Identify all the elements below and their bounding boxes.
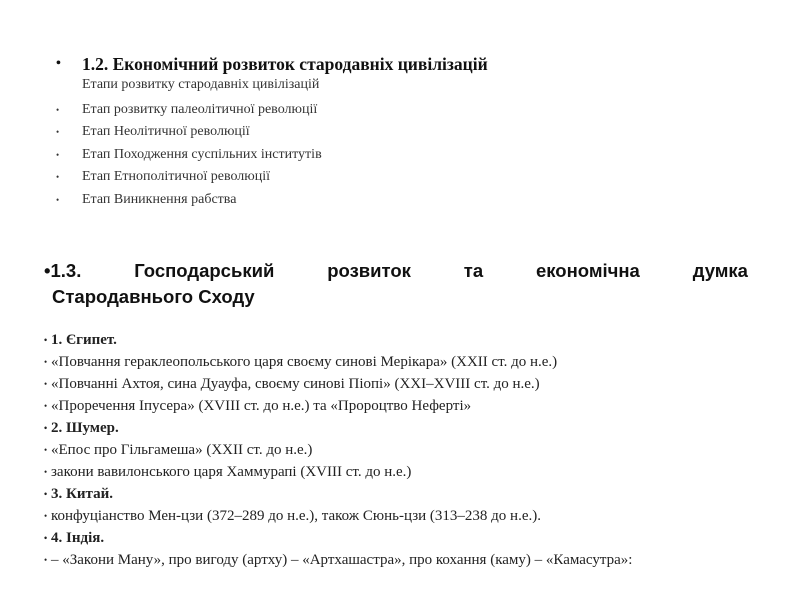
section-1-2-heading-text: 1.2. Економічний розвиток стародавніх цивілізацій <box>82 54 488 74</box>
bullet-icon: • <box>44 533 48 543</box>
section-1-2-subheading: Етапи розвитку стародавніх цивілізацій <box>82 77 320 92</box>
bullet-icon: • <box>44 401 48 411</box>
list-item-text: конфуціанство Мен-цзи (372–289 до н.е.), також Сюнь-цзи (313–238 до н.е.). <box>51 508 541 524</box>
section-1-2 <box>56 52 756 211</box>
bullet-icon: • <box>56 56 61 71</box>
bullet-icon: • <box>56 149 60 160</box>
list-item-text: закони вавилонського царя Хаммурапі (XVIII ст. до н.е.) <box>51 464 412 480</box>
list-heading <box>44 417 764 439</box>
list-item-text: Етап Походження суспільних інститутів <box>82 146 322 162</box>
title-word: •1.3. <box>44 260 82 281</box>
section-1-3-title <box>44 258 748 310</box>
section-1-3-title-line1 <box>44 258 748 284</box>
bullet-icon: • <box>44 423 48 433</box>
list-item <box>56 144 756 166</box>
list-item-text: «Проречення Іпусера» (XVIII ст. до н.е.) та «Пророцтво Неферті» <box>51 398 472 414</box>
list-item-text: 3. Китай. <box>51 486 113 502</box>
title-word: розвиток <box>327 260 411 281</box>
list-item <box>44 351 764 373</box>
list-item <box>44 439 764 461</box>
bullet-icon: • <box>44 379 48 389</box>
bullet-icon: • <box>56 194 60 205</box>
list-heading <box>44 329 764 351</box>
bullet-icon: • <box>44 489 48 499</box>
list-item-text: 2. Шумер. <box>51 420 119 436</box>
list-item <box>44 505 764 527</box>
list-item-text: «Епос про Гільгамеша» (XXII ст. до н.е.) <box>51 442 313 458</box>
list-item <box>44 373 764 395</box>
title-word: та <box>463 260 484 281</box>
title-word: Господарський <box>134 260 275 281</box>
section-1-2-heading <box>56 52 756 76</box>
list-heading <box>44 483 764 505</box>
list-item-text: Етап розвитку палеолітичної революції <box>82 102 318 117</box>
list-item <box>44 461 764 483</box>
list-item <box>44 549 764 571</box>
list-item-text: Етап Неолітичної революції <box>82 124 250 140</box>
list-item <box>56 99 756 121</box>
bullet-icon: • <box>44 335 48 345</box>
list-item-text: 4. Індія. <box>51 530 105 546</box>
list-item-text: Етап Етнополітичної революції <box>82 169 271 185</box>
list-item-text: «Повчанні Ахтоя, сина Дуауфа, своєму синові Піопі» (XXI–XVIII ст. до н.е.) <box>51 376 540 392</box>
list-item <box>56 189 756 211</box>
bullet-icon: • <box>44 260 51 281</box>
list-item-text: Етап Виникнення рабства <box>82 191 237 207</box>
bullet-icon: • <box>44 511 48 521</box>
section-1-3-list <box>44 329 764 571</box>
bullet-icon: • <box>44 467 48 477</box>
list-item-text: 1. Єгипет. <box>51 332 117 348</box>
list-item-text: – «Закони Ману», про вигоду (артху) – «Артхашастра», про кохання (каму) – «Камасутра»: <box>51 552 633 568</box>
title-word: думка <box>692 260 748 281</box>
list-item <box>56 166 756 188</box>
bullet-icon: • <box>44 357 48 367</box>
section-1-3-title-line2: Стародавнього Сходу <box>52 286 255 307</box>
bullet-icon: • <box>44 555 48 565</box>
title-word: економічна <box>535 260 640 281</box>
bullet-icon: • <box>56 172 60 183</box>
bullet-icon: • <box>44 445 48 455</box>
list-item <box>56 121 756 143</box>
bullet-icon: • <box>56 127 60 138</box>
list-item-text: «Повчання гераклеопольського царя своєму синові Мерікара» (XXII ст. до н.е.) <box>51 354 558 370</box>
bullet-icon: • <box>56 105 60 115</box>
list-item <box>44 395 764 417</box>
list-heading <box>44 527 764 549</box>
